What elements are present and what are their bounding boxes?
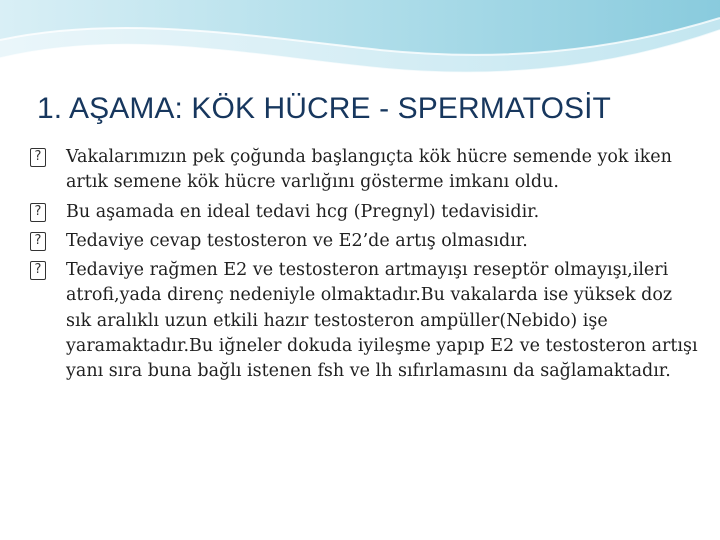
decorative-wave-header [0, 0, 720, 90]
bullet-text-4: Tedaviye rağmen E2 ve testosteron artmayışı reseptör olmayışı,ileri atrofi,yada direnç nedeniyle olmaktadır.Bu vakalarda ise yüksek doz sık aralıklı uzun etkili hazır testosteron ampüller(Nebido) işe yaramaktadır.Bu iğneler dokuda iyileşme yapıp E2 ve testosteron artışı yanı sıra buna bağlı istenen fsh ve lh sıfırlamasını da sağlamaktadır. [66, 260, 698, 382]
missing-glyph-bullet-icon: ? [30, 148, 46, 167]
missing-glyph-bullet-icon: ? [30, 203, 46, 222]
bullet-list [30, 145, 700, 389]
bullet-item-2 [30, 200, 700, 225]
bullet-text-3: Tedaviye cevap testosteron ve E2’de artış olmasıdır. [66, 230, 528, 251]
bullet-text-2: Bu aşamada en ideal tedavi hcg (Pregnyl) tedavisidir. [66, 201, 540, 222]
bullet-item-4 [30, 258, 700, 384]
bullet-item-3 [30, 229, 700, 254]
missing-glyph-bullet-icon: ? [30, 261, 46, 280]
bullet-text-1: Vakalarımızın pek çoğunda başlangıçta kök hücre semende yok iken artık semene kök hücre varlığını gösterme imkanı oldu. [66, 147, 672, 193]
slide-title: 1. AŞAMA: KÖK HÜCRE - SPERMATOSİT [37, 92, 611, 125]
missing-glyph-bullet-icon: ? [30, 232, 46, 251]
bullet-item-1 [30, 145, 700, 196]
